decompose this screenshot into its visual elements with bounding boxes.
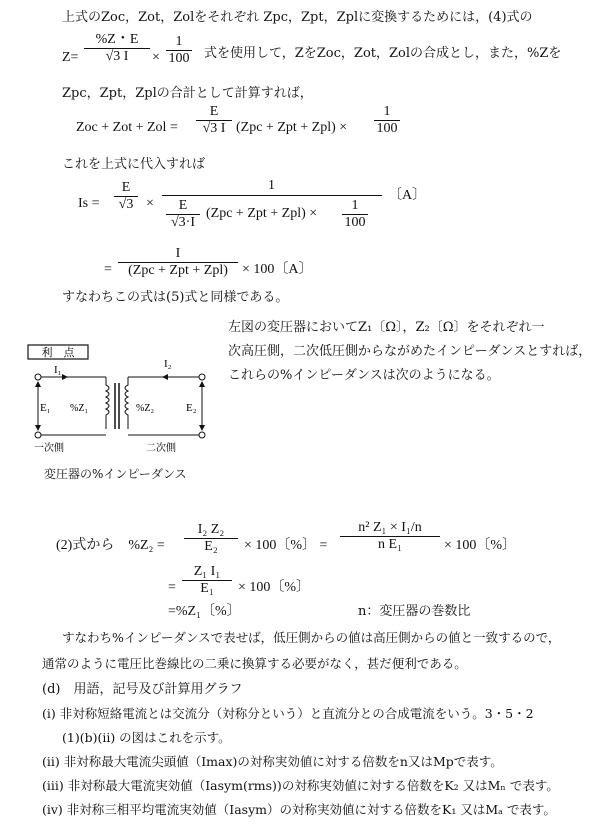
section-title: (d) 用語，記号及び計算用グラフ <box>42 682 243 697</box>
eq5-num: Z₁ I₁ <box>182 564 232 581</box>
section-item-2: (ⅱ) 非対称最大電流尖頭値（Imax)の対称実効値に対する倍数をn又はMpで表す。 <box>42 754 503 769</box>
label-i2: I₂ <box>164 358 172 370</box>
eq1-mid: (Zpc + Zpt + Zpl) × <box>236 120 348 135</box>
section-item-4: (ⅳ) 非対称三相平均電流実効値（Iasym）の対称実効値に対する倍数をK₁ 又はMₐ で表す。 <box>42 802 556 817</box>
section-item-1: (ⅰ) 非対称短絡電流とは交流分（対称分という）と直流分との合成電流をいう。3・5・2 <box>42 706 534 721</box>
intro-fraction-den: √3 I <box>105 49 129 64</box>
intro-fraction-2 <box>166 34 192 67</box>
eq4-a-den: E₂ <box>204 539 218 554</box>
eq4-fraction-b <box>340 520 440 553</box>
eq2-inner-fraction <box>166 198 200 231</box>
intro-fraction <box>84 32 150 65</box>
eq2-inner-fraction-2 <box>342 198 368 231</box>
eq3-eq: = <box>104 262 112 277</box>
label-primary: 一次側 <box>34 443 64 454</box>
right-text-1: 左図の変圧器においてZ₁〔Ω〕，Z₂〔Ω〕をそれぞれ一 <box>228 320 545 335</box>
eq5-rest: × 100〔%〕 <box>238 580 311 595</box>
eq4-b-num: n² Z₁ × I₁/n <box>340 520 440 537</box>
intro-fraction-2-num: 1 <box>166 34 192 51</box>
primary-coil-icon <box>106 377 109 429</box>
para-line-1: すなわち%インピーダンスで表せば，低圧側からの値は高圧側からの値と一致するので， <box>62 630 561 645</box>
eq2-inner-f-num: 1 <box>342 198 368 215</box>
same-text: すなわちこの式は(5)式と同様である。 <box>62 290 289 305</box>
eq4-a-num: I₂ Z₂ <box>184 522 238 539</box>
label-z2: %Z₂ <box>136 403 154 414</box>
eq5-eq: = <box>168 580 176 595</box>
right-text-3: これらの%インピーダンスは次のようになる。 <box>228 368 500 383</box>
eq2-lhs: Is = <box>78 196 100 211</box>
eq6-text: =%Z₁〔%〕 <box>168 604 241 619</box>
eq2-times: × <box>146 196 154 211</box>
transformer-figure <box>26 343 216 455</box>
eq1-fraction <box>196 104 232 137</box>
eq6-note: n：変圧器の巻数比 <box>358 604 471 619</box>
arrow-down-icon <box>199 425 205 431</box>
intro-line-1: 上式のZoc，Zot，Zolをそれぞれ Zpc，Zpt，Zplに変換するためには，(4)式の <box>62 10 533 25</box>
intro-line-3: Zpc，Zpt，Zplの合計として計算すれば， <box>62 86 313 101</box>
intro-times: × <box>152 50 160 65</box>
eq1-f-den: 100 <box>376 121 398 136</box>
eq2-a-den: √3 <box>118 197 134 212</box>
eq3-den: (Zpc + Zpt + Zpl) <box>128 263 228 278</box>
eq4-b-rest: × 100〔%〕 <box>444 538 517 553</box>
current-arrow-icon <box>162 374 168 380</box>
label-z1: %Z₁ <box>70 403 88 414</box>
eq1-num: E <box>196 104 232 121</box>
eq5-fraction <box>182 564 232 597</box>
eq3-rest: × 100〔A〕 <box>242 262 313 277</box>
eq3-fraction <box>118 246 238 279</box>
eq2-a-num: E <box>114 180 138 197</box>
label-e1: E₁ <box>40 402 51 414</box>
eq2-inner-f-den: 100 <box>344 215 366 230</box>
eq2-inner-mid: (Zpc + Zpt + Zpl) × <box>206 206 318 221</box>
right-text-2: 次高圧側，二次低圧側からながめたインピーダンスとすれば， <box>228 344 592 359</box>
label-i1: I₁ <box>54 364 62 376</box>
eq2-fraction-a <box>114 180 138 213</box>
eq4-prefix: (2)式から %Z₂ = <box>56 538 165 553</box>
terminal-icon <box>199 374 205 380</box>
figure-caption: 変圧器の%インピーダンス <box>44 467 187 481</box>
figure-header: 利 点 <box>41 347 75 359</box>
intro-z-eq: Z= <box>62 50 79 65</box>
para-line-2: 通常のように電圧比巻線比の二乗に換算する必要がなく，甚だ便利である。 <box>42 656 467 671</box>
terminal-icon <box>199 432 205 438</box>
substitute-text: これを上式に代入すれば <box>62 157 206 172</box>
section-item-1b: (1)(b)(ⅱ) の図はこれを示す。 <box>62 730 231 745</box>
arrow-up-icon <box>199 381 205 387</box>
section-item-3: (ⅲ) 非対称最大電流実効値（Iasym(rms))の対称実効値に対する倍数をK₂ 又はMₙ で表す。 <box>42 778 559 793</box>
arrow-up-icon <box>35 381 41 387</box>
label-secondary: 二次側 <box>146 443 176 454</box>
eq1-fraction-2 <box>374 104 400 137</box>
eq2-inner-num: E <box>166 198 200 215</box>
eq5-den: E₁ <box>200 581 214 596</box>
eq2-big-num: 1 <box>268 178 275 193</box>
eq4-fraction-a <box>184 522 238 555</box>
eq2-big-bar <box>162 195 382 196</box>
intro-line-2b: 式を使用して，ZをZoc，Zot，Zolの合成とし，また，%Zを <box>204 46 562 61</box>
eq4-a-rest: × 100〔%〕 = <box>244 538 328 553</box>
intro-fraction-2-den: 100 <box>168 51 190 66</box>
terminal-icon <box>35 374 41 380</box>
intro-fraction-num: %Z・E <box>84 32 150 49</box>
label-e2: E₂ <box>186 402 197 414</box>
eq2-unit: 〔A〕 <box>388 188 427 203</box>
eq1-lhs: Zoc + Zot + Zol = <box>76 120 178 135</box>
current-arrow-icon <box>62 374 68 380</box>
eq1-f-num: 1 <box>374 104 400 121</box>
eq3-num: I <box>118 246 238 263</box>
eq4-b-den: n E₁ <box>378 537 402 552</box>
arrow-down-icon <box>35 425 41 431</box>
secondary-coil-icon <box>125 377 128 429</box>
terminal-icon <box>35 432 41 438</box>
eq1-den: √3 I <box>202 121 226 136</box>
eq2-inner-den: √3·I <box>170 215 195 230</box>
